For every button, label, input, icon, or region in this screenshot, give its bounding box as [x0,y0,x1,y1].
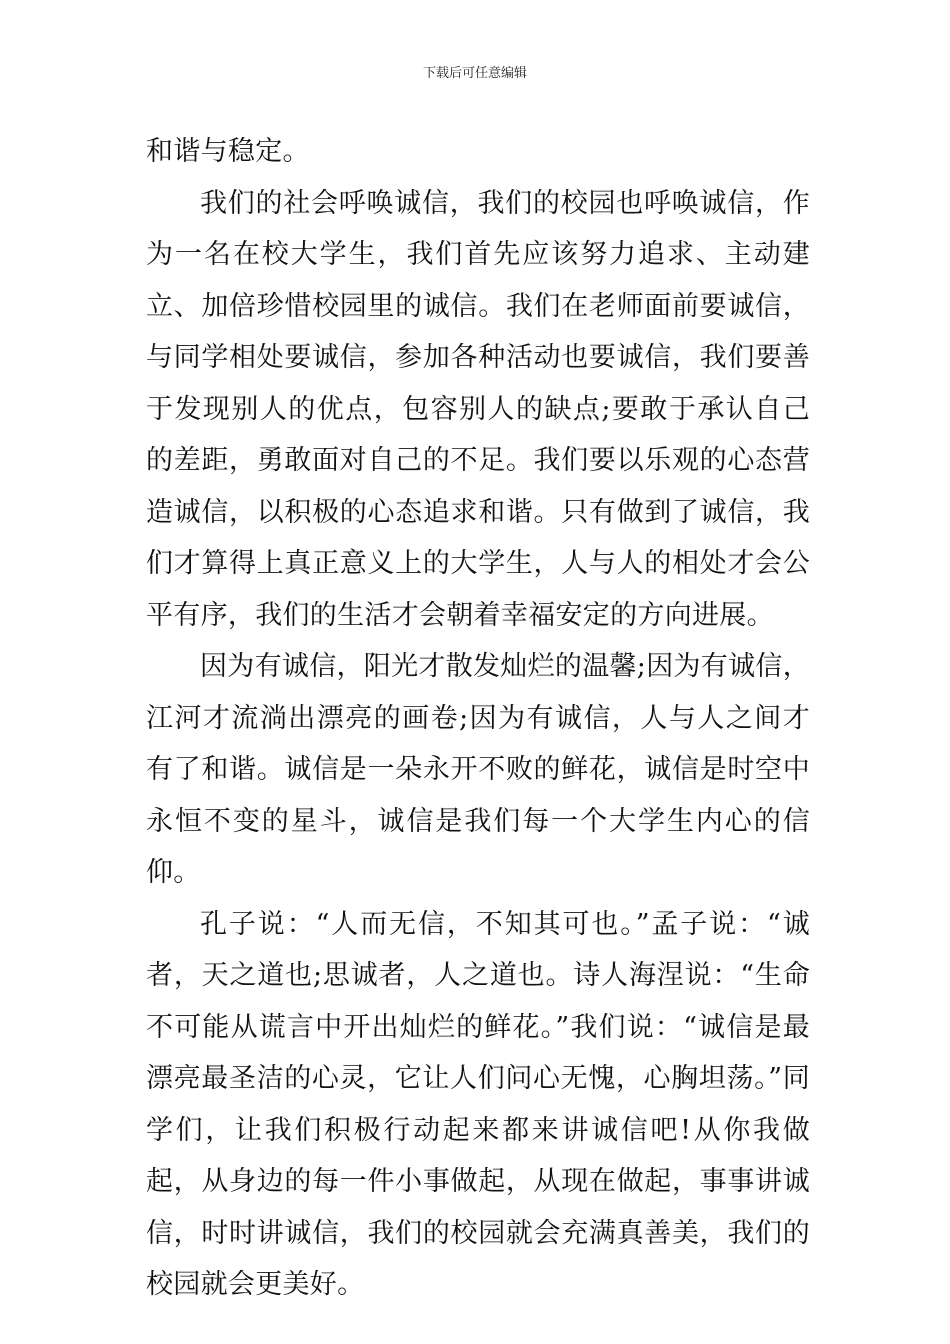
paragraph-because-of-integrity: 因为有诚信，阳光才散发灿烂的温馨;因为有诚信，江河才流淌出漂亮的画卷;因为有诚信，人与人之间才有了和谐。诚信是一朵永开不败的鲜花，诚信是时空中永恒不变的星斗，诚信是我们每一个大学生内心的信仰。 [146,651,810,888]
paragraph-continuation: 和谐与稳定。 [146,136,310,167]
page-header: 下载后可任意编辑 [422,66,527,81]
body-text [146,126,810,1311]
paragraph-campus-integrity: 我们的社会呼唤诚信，我们的校园也呼唤诚信，作为一名在校大学生，我们首先应该努力追求、主动建立、加倍珍惜校园里的诚信。我们在老师面前要诚信，与同学相处要诚信，参加各种活动也要诚信，我们要善于发现别人的优点，包容别人的缺点;要敢于承认自己的差距，勇敢面对自己的不足。我们要以乐观的心态营造诚信，以积极的心态追求和谐。只有做到了诚信，我们才算得上真正意义上的大学生，人与人的相处才会公平有序，我们的生活才会朝着幸福安定的方向进展。 [146,187,810,631]
paragraph-quotes: 孔子说：“人而无信，不知其可也。”孟子说：“诚者，天之道也;思诚者，人之道也。诗人海涅说：“生命不可能从谎言中开出灿烂的鲜花。”我们说：“诚信是最漂亮最圣洁的心灵，它让人们问心无愧，心胸坦荡。”同学们，让我们积极行动起来都来讲诚信吧!从你我做起，从身边的每一件小事做起，从现在做起，事事讲诚信，时时讲诚信，我们的校园就会充满真善美，我们的校园就会更美好。 [146,908,810,1300]
